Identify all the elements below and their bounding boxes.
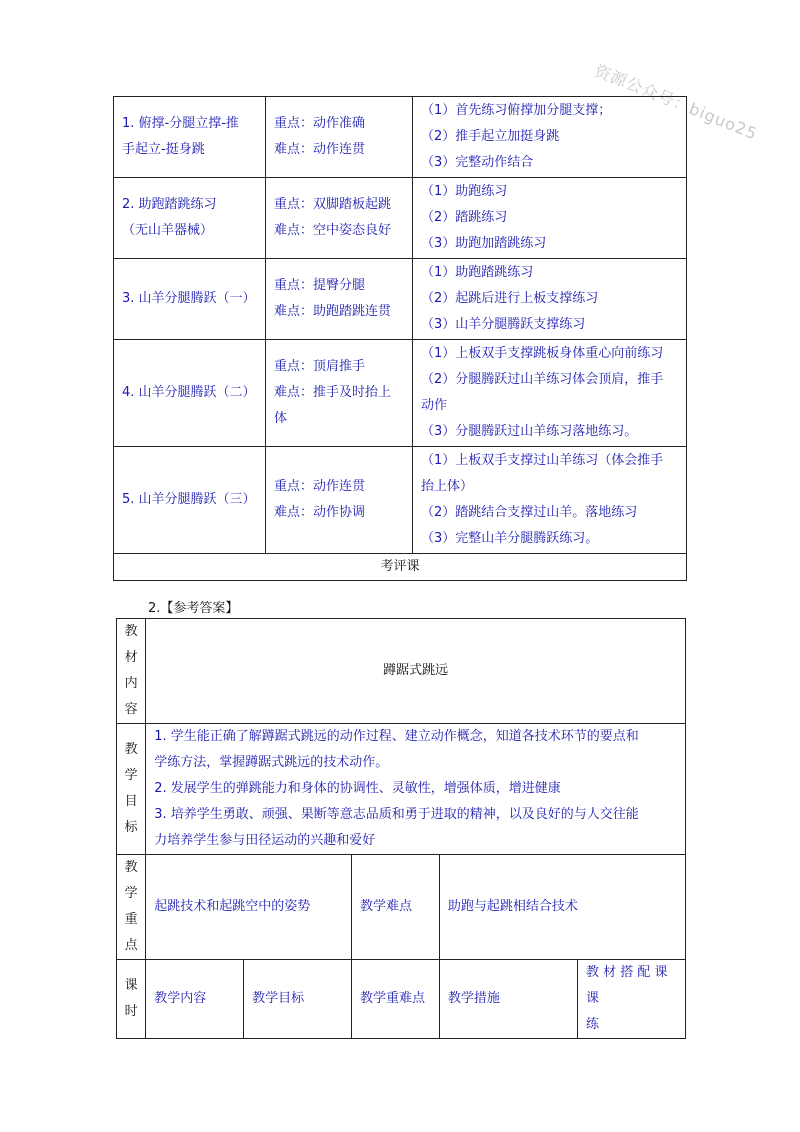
header-content: 教学内容 (146, 960, 244, 1039)
goal-label: 教 学 目 标 (117, 724, 146, 855)
practice-steps: （1）助跑踏跳练习 （2）起跳后进行上板支撑练习 （3）山羊分腿腾跃支撑练习 (413, 259, 687, 340)
header-goal: 教学目标 (244, 960, 352, 1039)
period-row (117, 960, 686, 1039)
watermark: 资源公众号：biguo25 (591, 60, 761, 144)
key-label: 教 学 重 点 (117, 855, 146, 960)
section-title: 2.【参考答案】 (148, 601, 239, 616)
key-difficulty-points: 重点：动作准确 难点：动作连贯 (266, 97, 413, 178)
goals-row (117, 724, 686, 855)
table-row (114, 178, 687, 259)
content-value: 蹲踞式跳远 (146, 619, 686, 724)
key-points-row (117, 855, 686, 960)
goals-text: 1. 学生能正确了解蹲踞式跳远的动作过程、建立动作概念，知道各技术环节的要点和 学练方法，掌握蹲踞式跳远的技术动作。 2. 发展学生的弹跳能力和身体的协调性、灵敏性，增强体质，增进健康 3. 培养学生勇敢、顽强、果断等意志品质和勇于进取的精神，以及良好的与人交往能 力培养学生参与田径运动的兴趣和爱好 (146, 724, 686, 855)
lesson-plan-table (113, 96, 687, 581)
table-row (114, 259, 687, 340)
table-footer-row (114, 554, 687, 581)
key-difficulty-points: 重点：双脚踏板起跳 难点：空中姿态良好 (266, 178, 413, 259)
key-value: 起跳技术和起跳空中的姿势 (146, 855, 352, 960)
content-row (117, 619, 686, 724)
table-row (114, 340, 687, 447)
period-label: 课 时 (117, 960, 146, 1039)
practice-steps: （1）上板双手支撑过山羊练习（体会推手 抬上体） （2）踏跳结合支撑过山羊。落地练习 （3）完整山羊分腿腾跃练习。 (413, 447, 687, 554)
exercise-name: 5. 山羊分腿腾跃（三） (114, 447, 266, 554)
content-label: 教 材 内 容 (117, 619, 146, 724)
table-row (114, 447, 687, 554)
table-footer: 考评课 (114, 554, 687, 581)
difficulty-label: 教学难点 (352, 855, 440, 960)
exercise-name: 2. 助跑踏跳练习 （无山羊器械） (114, 178, 266, 259)
practice-steps: （1）助跑练习 （2）踏跳练习 （3）助跑加踏跳练习 (413, 178, 687, 259)
key-difficulty-points: 重点：顶肩推手 难点：推手及时抬上 体 (266, 340, 413, 447)
key-difficulty-points: 重点：动作连贯 难点：动作协调 (266, 447, 413, 554)
header-measures: 教学措施 (439, 960, 577, 1039)
header-materials: 教 材 搭 配 课 课 练 (578, 960, 686, 1039)
practice-steps: （1）首先练习俯撑加分腿支撑； （2）推手起立加挺身跳 （3）完整动作结合 (413, 97, 687, 178)
difficulty-value: 助跑与起跳相结合技术 (439, 855, 685, 960)
exercise-name: 1. 俯撑-分腿立撑-推 手起立-挺身跳 (114, 97, 266, 178)
reference-answer-table (116, 618, 686, 1039)
table-row (114, 97, 687, 178)
exercise-name: 4. 山羊分腿腾跃（二） (114, 340, 266, 447)
key-difficulty-points: 重点：提臀分腿 难点：助跑踏跳连贯 (266, 259, 413, 340)
exercise-name: 3. 山羊分腿腾跃（一） (114, 259, 266, 340)
practice-steps: （1）上板双手支撑跳板身体重心向前练习 （2）分腿腾跃过山羊练习体会顶肩，推手 动作 （3）分腿腾跃过山羊练习落地练习。 (413, 340, 687, 447)
header-difficulty: 教学重难点 (352, 960, 440, 1039)
